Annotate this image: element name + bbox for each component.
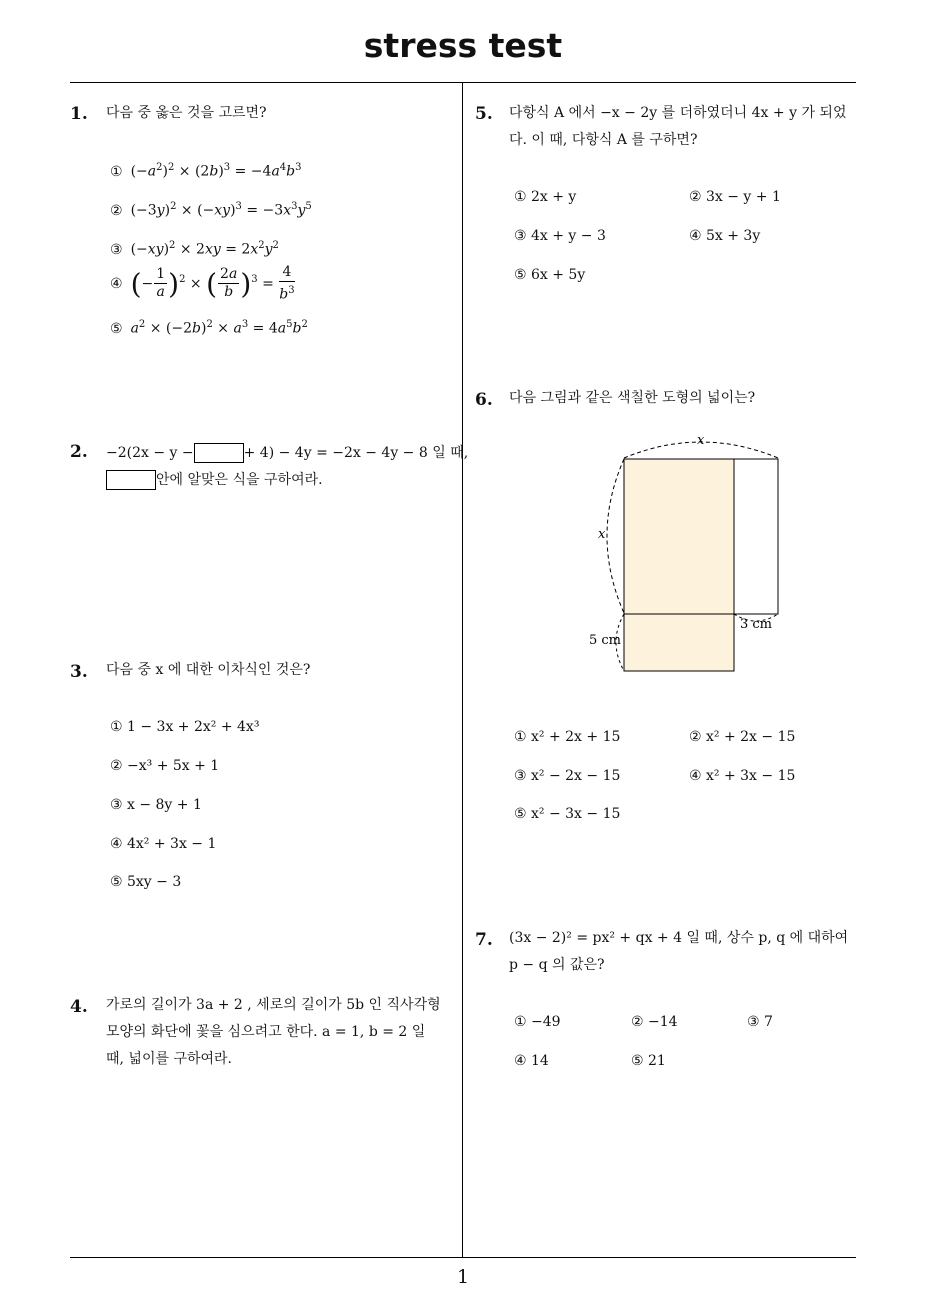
q5-line-2: 다. 이 때, 다항식 A 를 구하면? <box>509 132 698 148</box>
q6-choice-4: ④ x² + 3x − 15 <box>689 768 796 784</box>
q7-line-1: (3x − 2)² = px² + qx + 4 일 때, 상수 p, q 에 대하여 <box>509 930 849 946</box>
q1-choice-1: ① $(-a^2)^2 \times (2b)^3 = -4a^4b^3$ <box>110 162 302 180</box>
label-left-x: x <box>598 527 606 542</box>
bottom-rule <box>70 1257 856 1258</box>
q3-choice-2: ② −x³ + 5x + 1 <box>110 758 220 774</box>
label-top-x: x <box>697 433 705 448</box>
column-divider <box>462 83 463 1258</box>
q7-choice-4: ④ 14 <box>514 1053 549 1069</box>
q7-choice-5: ⑤ 21 <box>631 1053 666 1069</box>
q6-number: 6. <box>475 390 493 410</box>
q2-line-2 <box>106 467 323 494</box>
q5-choice-1: ① 2x + y <box>514 189 577 205</box>
page-title: stress test <box>363 26 563 65</box>
q5-number: 5. <box>475 104 493 124</box>
q5-choice-4: ④ 5x + 3y <box>689 228 761 244</box>
q2-text-part1: −2(2x − y − <box>106 445 194 461</box>
page-number: 1 <box>456 1266 470 1288</box>
answer-box <box>194 443 244 463</box>
q1-text: 다음 중 옳은 것을 고르면? <box>106 105 267 121</box>
q5-line-1: 다항식 A 에서 −x − 2y 를 더하였더니 4x + y 가 되었 <box>509 105 847 121</box>
q4-line-1: 가로의 길이가 3a + 2 , 세로의 길이가 5b 인 직사각형 <box>106 997 441 1013</box>
q2-number: 2. <box>70 442 88 462</box>
q2-text-part2: + 4) − 4y = −2x − 4y − 8 일 때, <box>243 445 469 461</box>
q4-line-3: 때, 넓이를 구하여라. <box>106 1051 232 1067</box>
q6-choice-5: ⑤ x² − 3x − 15 <box>514 806 621 822</box>
q3-choice-3: ③ x − 8y + 1 <box>110 797 202 813</box>
q4-number: 4. <box>70 997 88 1017</box>
q3-choice-4: ④ 4x² + 3x − 1 <box>110 836 217 852</box>
q6-choice-2: ② x² + 2x − 15 <box>689 729 796 745</box>
q3-choice-5: ⑤ 5xy − 3 <box>110 874 182 890</box>
q1-choice-4: ④ (− $\frac{1}{a}$ )$^2$ × ( $\frac{2a}{b}$ )$^3$ = $\frac{4}{b^3}$ <box>110 264 295 303</box>
q5-choice-3: ③ 4x + y − 3 <box>514 228 606 244</box>
shaded-upper-rect <box>624 459 734 614</box>
q5-choice-2: ② 3x − y + 1 <box>689 189 781 205</box>
shaded-lower-rect <box>624 614 734 671</box>
q3-number: 3. <box>70 662 88 682</box>
answer-box-2 <box>106 470 156 490</box>
q6-choice-3: ③ x² − 2x − 15 <box>514 768 621 784</box>
q6-text: 다음 그림과 같은 색칠한 도형의 넓이는? <box>509 390 756 406</box>
q7-line-2: p − q 의 값은? <box>509 957 605 973</box>
q3-text: 다음 중 x 에 대한 이차식인 것은? <box>106 662 311 678</box>
unshaded-rect <box>734 459 778 614</box>
q6-choice-1: ① x² + 2x + 15 <box>514 729 621 745</box>
q1-choice-2: ② $(-3y)^2 \times (-xy)^3 = -3x^3y^5$ <box>110 201 312 219</box>
left-dim-arc <box>607 459 624 613</box>
q5-choice-5: ⑤ 6x + 5y <box>514 267 586 283</box>
q7-choice-2: ② −14 <box>631 1014 678 1030</box>
q3-choice-1: ① 1 − 3x + 2x² + 4x³ <box>110 719 260 735</box>
label-5cm: 5 cm <box>589 633 622 648</box>
q2-text-line2: 안에 알맞은 식을 구하여라. <box>156 472 323 488</box>
label-3cm: 3 cm <box>740 617 773 632</box>
q4-line-2: 모양의 화단에 꽃을 심으려고 한다. a = 1, b = 2 일 <box>106 1024 426 1040</box>
q6-figure <box>580 428 800 678</box>
q7-choice-3: ③ 7 <box>747 1014 773 1030</box>
q1-number: 1. <box>70 104 88 124</box>
q2-line-1 <box>106 440 468 467</box>
q1-choice-3: ③ $(-xy)^2 \times 2xy = 2x^2y^2$ <box>110 240 279 258</box>
q1-choice-5: ⑤ $a^2 \times (-2b)^2 \times a^3 = 4a^5b^2$ <box>110 319 308 337</box>
q7-choice-1: ① −49 <box>514 1014 561 1030</box>
top-rule <box>70 82 856 83</box>
q7-number: 7. <box>475 930 493 950</box>
